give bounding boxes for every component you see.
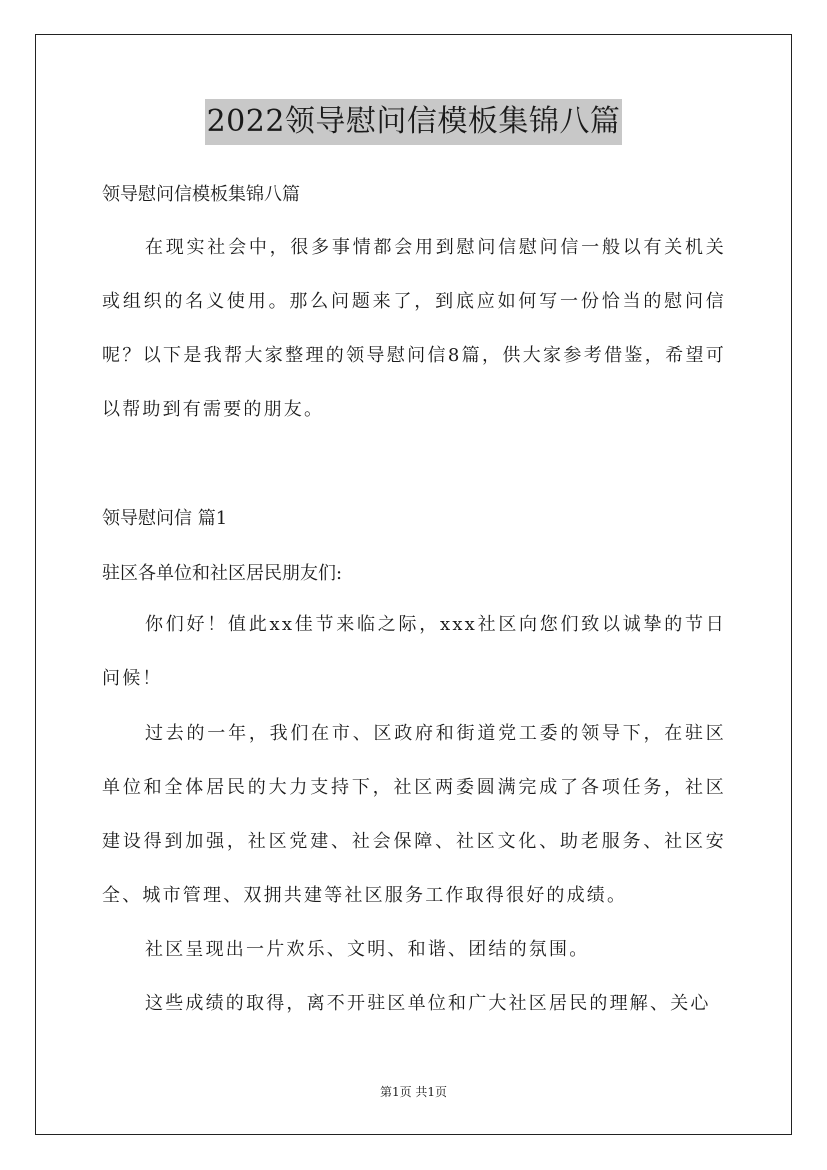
body-paragraph: 这些成绩的取得，离不开驻区单位和广大社区居民的理解、关心 [145, 993, 711, 1014]
body-paragraph: 你们好！值此xx佳节来临之际，xxx社区向您们致以诚挚的节日问候！ [102, 614, 726, 689]
document-title: 2022领导慰问信模板集锦八篇 [205, 99, 623, 145]
intro-paragraph: 在现实社会中，很多事情都会用到慰问信慰问信一般以有关机关或组织的名义使用。那么问题来了，到底应如何写一份恰当的慰问信呢？以下是我帮大家整理的领导慰问信8篇，供大家参考借鉴，希望可以帮助到有需要的朋友。 [102, 237, 726, 420]
title-container [0, 99, 827, 145]
page-footer: 第1页 共1页 [379, 1085, 448, 1099]
body-paragraph: 过去的一年，我们在市、区政府和街道党工委的领导下，在驻区单位和全体居民的大力支持下，社区两委圆满完成了各项任务，社区建设得到加强，社区党建、社会保障、社区文化、助老服务、社区安全、城市管理、双拥共建等社区服务工作取得很好的成绩。 [102, 723, 726, 906]
body-paragraph: 社区呈现出一片欢乐、文明、和谐、团结的氛围。 [145, 939, 590, 960]
document-subtitle: 领导慰问信模板集锦八篇 [102, 184, 300, 205]
section-heading: 领导慰问信 篇1 [102, 508, 228, 529]
salutation: 驻区各单位和社区居民朋友们: [102, 563, 343, 584]
